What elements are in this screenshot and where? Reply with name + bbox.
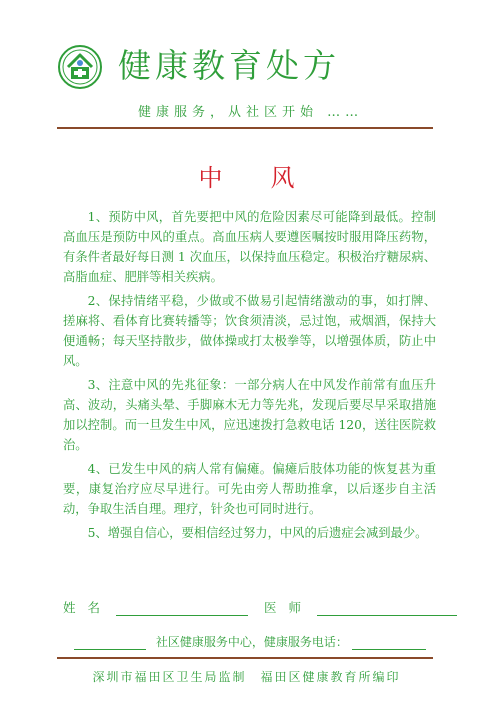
- doctor-label: 医师: [263, 600, 313, 615]
- signature-row: [63, 598, 438, 616]
- paragraph-1: 1、预防中风，首先要把中风的危险因素尽可能降到最低。控制高血压是预防中风的重点。高血压病人要遵医嘱按时服用降压药物，有条件者最好每日测 1 次血压，以保持血压稳定。积极治疗糖尿病、高脂血症、肥胖等相关疾病。: [63, 210, 436, 284]
- paragraph-4: 4、已发生中风的病人常有偏瘫。偏瘫后肢体功能的恢复甚为重要，康复治疗应尽早进行。可先由旁人帮助推拿，以后逐步自主活动，争取生活自理。理疗，针灸也可同时进行。: [63, 462, 436, 516]
- name-field[interactable]: [116, 601, 248, 616]
- header-divider: [57, 127, 433, 129]
- doctor-field[interactable]: [317, 601, 457, 616]
- contact-row: [74, 633, 426, 650]
- footer-credit: 深圳市福田区卫生局监制 福田区健康教育所编印: [92, 670, 401, 684]
- contact-text: 社区健康服务中心，健康服务电话：: [155, 635, 348, 649]
- footer-divider: [57, 657, 433, 659]
- paragraph-2: 2、保持情绪平稳，少做或不做易引起情绪激动的事，如打牌、搓麻将、看体育比赛转播等；饮食须清淡，忌过饱，戒烟酒，保持大便通畅；每天坚持散步，做体操或打太极拳等，以增强体质，防止中风。: [63, 294, 436, 368]
- center-name-field[interactable]: [74, 635, 146, 650]
- slogan: 健康服务，从社区开始 ……: [138, 105, 364, 120]
- health-logo-icon: [58, 45, 102, 89]
- document-title: 中 风: [198, 164, 295, 192]
- brand-title: 健康教育处方: [118, 46, 340, 85]
- prescription-body: [63, 207, 436, 547]
- paragraph-3: 3、注意中风的先兆征象：一部分病人在中风发作前常有血压升高、波动，头痛头晕、手脚麻木无力等先兆，发现后要尽早采取措施加以控制。而一旦发生中风，应迅速拨打急救电话 120，送往医院救治。: [63, 378, 436, 452]
- name-label: 姓名: [63, 600, 113, 615]
- paragraph-5: 5、增强自信心，要相信经过努力，中风的后遗症会减到最少。: [87, 526, 428, 540]
- phone-field[interactable]: [352, 635, 426, 650]
